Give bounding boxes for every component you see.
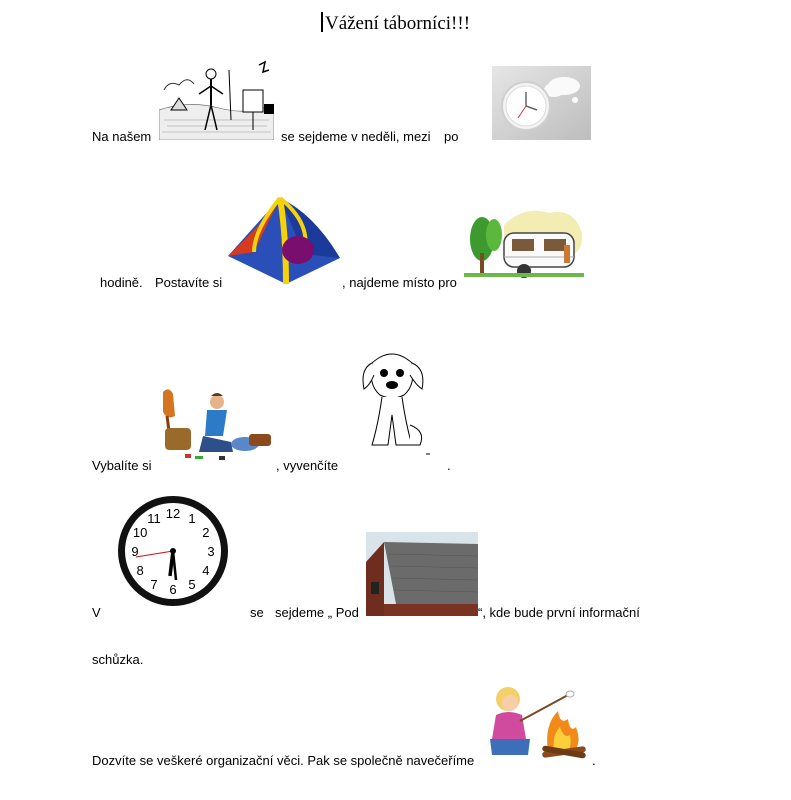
clock-numeral: 12: [165, 506, 181, 521]
clock-numeral: 8: [136, 563, 144, 578]
clock-numeral: 7: [150, 576, 158, 592]
text-vybalite-si: Vybalíte si: [92, 458, 152, 473]
text-po: po: [444, 129, 459, 144]
tent-picture: [224, 194, 344, 286]
clock-numeral: 6: [169, 582, 177, 597]
text-sejdeme-pod: sejdeme „ Pod: [275, 605, 359, 620]
dog-picture: [352, 345, 432, 457]
clock-numeral: 2: [202, 525, 210, 540]
text-postavite-si: Postavíte si: [155, 275, 223, 290]
clock-picture: [492, 66, 591, 140]
roof-picture: [366, 532, 478, 616]
text-sejdeme-v-nedeli: se sejdeme v neděli, mezi: [281, 129, 431, 144]
text-hodine: hodině.: [100, 275, 143, 290]
text-dozvite-se: Dozvíte se veškeré organizační věci. Pak se společně navečeříme: [92, 753, 475, 768]
text-schuzka: schůzka.: [92, 652, 144, 667]
clock-numeral: 10: [132, 525, 148, 540]
text-se: se: [250, 605, 264, 620]
page-title: Vážení táborníci!!!: [0, 12, 791, 35]
text-vyvencite: , vyvenčíte: [276, 458, 339, 473]
clock-numeral: 5: [188, 576, 196, 592]
clock-numeral: 1: [188, 511, 196, 527]
wall-clock-picture: [114, 494, 232, 608]
unpacking-picture: [159, 386, 273, 462]
text-na-nasem: Na našem: [92, 129, 152, 144]
text-period-3: .: [447, 458, 451, 473]
text-kde-bude: “, kde bude první informační: [478, 605, 640, 620]
clock-numeral: 3: [207, 544, 215, 559]
caravan-picture: [464, 205, 584, 281]
camp-picture: [159, 60, 274, 140]
clock-numeral: 4: [202, 563, 210, 578]
campfire-picture: [486, 681, 590, 761]
clock-numeral: 9: [131, 544, 139, 559]
text-najdeme-misto-pro: , najdeme místo pro: [342, 275, 457, 290]
text-v: V: [92, 605, 101, 620]
text-period-6: .: [592, 753, 596, 768]
clock-numeral: 11: [147, 511, 161, 527]
